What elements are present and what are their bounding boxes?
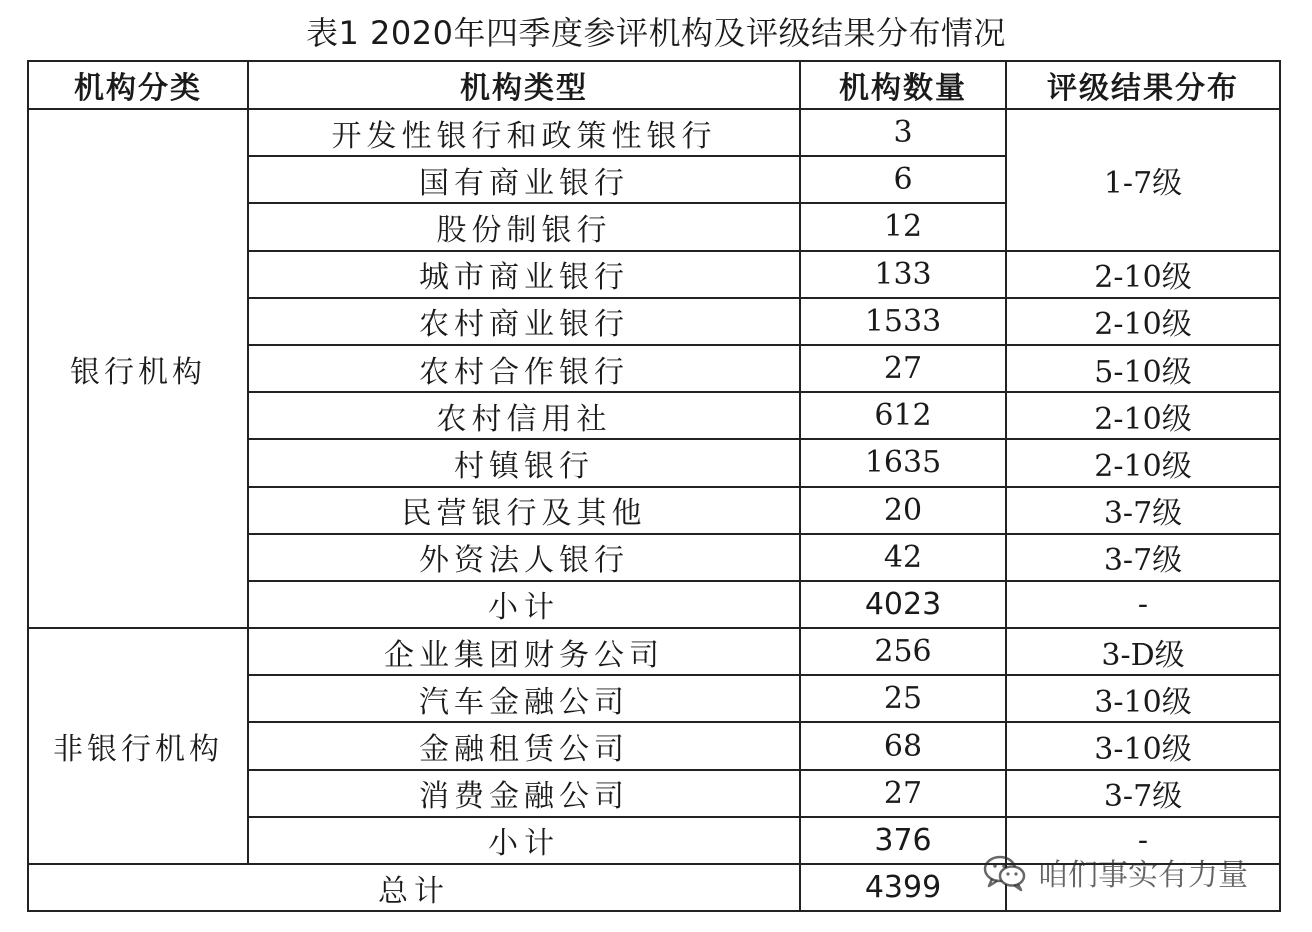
institution-type: 汽车金融公司: [248, 675, 800, 722]
rating-range: 2-10级: [1006, 251, 1280, 298]
category-nonbank: 非银行机构: [28, 628, 248, 864]
total-rating-empty: [1006, 864, 1280, 911]
institution-count: 6: [800, 156, 1006, 203]
rating-distribution-table: [27, 60, 1281, 912]
institution-type: 民营银行及其他: [248, 487, 800, 534]
institution-count: 25: [800, 675, 1006, 722]
institution-type: 农村信用社: [248, 392, 800, 439]
institution-count: 20: [800, 487, 1006, 534]
header-category: 机构分类: [28, 61, 248, 109]
institution-count: 12: [800, 203, 1006, 250]
header-rating: 评级结果分布: [1006, 61, 1280, 109]
table-row: [28, 628, 1280, 675]
table-title: 表1 2020年四季度参评机构及评级结果分布情况: [306, 14, 1006, 52]
institution-type: 外资法人银行: [248, 534, 800, 581]
institution-count: 256: [800, 628, 1006, 675]
rating-range: 3-10级: [1006, 675, 1280, 722]
total-count: 4399: [800, 864, 1006, 911]
rating-range: 2-10级: [1006, 439, 1280, 486]
institution-count: 612: [800, 392, 1006, 439]
total-label: 总计: [28, 864, 800, 911]
institution-type: 金融租赁公司: [248, 722, 800, 769]
rating-range: 3-D级: [1006, 628, 1280, 675]
institution-count: 133: [800, 251, 1006, 298]
rating-range: 2-10级: [1006, 392, 1280, 439]
institution-count: 42: [800, 534, 1006, 581]
institution-count: 27: [800, 345, 1006, 392]
institution-type: 城市商业银行: [248, 251, 800, 298]
total-row: [28, 864, 1280, 911]
subtotal-rating: -: [1006, 581, 1280, 628]
rating-range: 3-7级: [1006, 487, 1280, 534]
subtotal-count: 376: [800, 817, 1006, 864]
watermark-text: 咱们事实有力量: [1038, 858, 1248, 893]
institution-type: 企业集团财务公司: [248, 628, 800, 675]
header-row: [28, 61, 1280, 109]
subtotal-label: 小计: [248, 817, 800, 864]
institution-type: 消费金融公司: [248, 770, 800, 817]
rating-range: 3-7级: [1006, 770, 1280, 817]
subtotal-count: 4023: [800, 581, 1006, 628]
institution-type: 农村商业银行: [248, 298, 800, 345]
institution-type: 国有商业银行: [248, 156, 800, 203]
rating-merged: 1-7级: [1006, 109, 1280, 251]
subtotal-rating: -: [1006, 817, 1280, 864]
institution-type: 股份制银行: [248, 203, 800, 250]
table-row: [28, 109, 1280, 156]
category-bank: 银行机构: [28, 109, 248, 628]
rating-range: 3-7级: [1006, 534, 1280, 581]
institution-count: 68: [800, 722, 1006, 769]
institution-type: 农村合作银行: [248, 345, 800, 392]
institution-type: 村镇银行: [248, 439, 800, 486]
rating-range: 3-10级: [1006, 722, 1280, 769]
header-type: 机构类型: [248, 61, 800, 109]
institution-count: 3: [800, 109, 1006, 156]
institution-type: 开发性银行和政策性银行: [248, 109, 800, 156]
subtotal-label: 小计: [248, 581, 800, 628]
header-count: 机构数量: [800, 61, 1006, 109]
rating-range: 5-10级: [1006, 345, 1280, 392]
rating-range: 2-10级: [1006, 298, 1280, 345]
institution-count: 1533: [800, 298, 1006, 345]
institution-count: 27: [800, 770, 1006, 817]
institution-count: 1635: [800, 439, 1006, 486]
